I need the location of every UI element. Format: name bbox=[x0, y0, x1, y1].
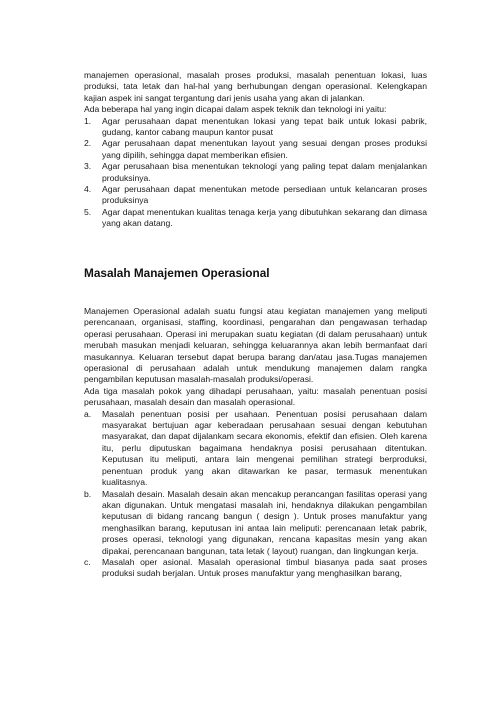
section-heading: Masalah Manajemen Operasional bbox=[84, 266, 270, 280]
section-paragraph-2: Ada tiga masalah pokok yang dihadapi perusahaan, yaitu: masalah penentuan posisi perusahaan, masalah desain dan masalah operasional. bbox=[84, 385, 427, 408]
list-item bbox=[84, 116, 427, 139]
list-item-text: Agar perusahaan dapat menentukan metode persediaan untuk kelancaran proses produksinya bbox=[102, 184, 427, 206]
list-item-text: Agar perusahaan dapat menentukan layout yang sesuai dengan proses produksi yang dipilih, sehingga dapat memberikan efisien. bbox=[102, 138, 427, 160]
intro-section bbox=[84, 70, 427, 230]
list-item bbox=[84, 138, 427, 161]
list-item bbox=[84, 184, 427, 207]
objectives-list bbox=[84, 116, 427, 230]
list-item bbox=[84, 557, 427, 580]
list-marker: c. bbox=[84, 556, 91, 567]
list-item-text: Masalah oper asional. Masalah operasional timbul biasanya pada saat proses produksi sudah berjalan. Untuk proses manufaktur yang menghasilkan barang, bbox=[102, 556, 427, 579]
list-item-text: Masalah penentuan posisi per usahaan. Penentuan posisi perusahaan dalam masyarakat bertujuan agar keberadaan perusahaan sesuai dengan kebutuhan masyarakat, dan dapat dijalankam secara ekonomis, efektif dan efisien. Oleh karena itu, perlu diputuskan bagaimana hendaknya posisi perusahaan ditentukan. Keputusan itu meliputi, antara lain mengenai pemilihan strategi berproduksi, penentuan produk yang akan ditawarkan ke pasar, termasuk menentukan kualitasnya. bbox=[102, 408, 427, 488]
list-item bbox=[84, 409, 427, 489]
section-body bbox=[84, 306, 427, 580]
section-paragraph-1: Manajemen Operasional adalah suatu fungsi atau kegiatan manajemen yang meliputi perencanaan, organisasi, staffing, koordinasi, pengarahan dan pengawasan terhadap operasi perusahaan. Operasi ini merupakan suatu kegiatan (di dalam perusahaan) untuk merubah masukan menjadi keluaran, sehingga keluarannya akan lebih bermanfaat dari masukannya. Keluaran tersebut dapat berupa barang dan/atau jasa.Tugas manajemen operasional di perusahaan adalah untuk mendukung manajemen dalam rangka pengambilan keputusan masalah-masalah produksi/operasi. bbox=[84, 306, 427, 385]
list-item-text: Agar dapat menentukan kualitas tenaga kerja yang dibutuhkan sekarang dan dimasa yang akan datang. bbox=[102, 206, 427, 229]
list-item-text: Masalah desain. Masalah desain akan mencakup perancangan fasilitas operasi yang akan digunakan. Untuk mengatasi masalah ini, hendaknya dilakukan pengambilan keputusan di bidang rancang bangun ( design ). Untuk proses manufaktur yang menghasilkan barang, keputusan ini antaa lain meliputi: perencanaan letak pabrik, proses operasi, teknologi yang digunakan, rencana kapasitas mesin yang akan dipakai, perencanaan bangunan, tata letak ( layout) ruangan, dan lingkungan kerja. bbox=[102, 488, 427, 556]
list-marker: 4. bbox=[84, 184, 92, 195]
problems-list bbox=[84, 409, 427, 580]
list-marker: 5. bbox=[84, 206, 92, 217]
list-item-text: Agar perusahaan bisa menentukan teknologi yang paling tepat dalam menjalankan produksinya. bbox=[102, 161, 427, 183]
list-marker: 3. bbox=[84, 161, 92, 172]
list-item-text: Agar perusahaan dapat menentukan lokasi yang tepat baik untuk lokasi pabrik, gudang, kantor cabang maupun kantor pusat bbox=[102, 115, 427, 138]
list-marker: b. bbox=[84, 488, 92, 499]
list-item bbox=[84, 161, 427, 184]
list-item bbox=[84, 489, 427, 557]
list-lead: Ada beberapa hal yang ingin dicapai dalam aspek teknik dan teknologi ini yaitu: bbox=[84, 104, 387, 115]
list-marker: a. bbox=[84, 408, 92, 419]
list-marker: 2. bbox=[84, 138, 92, 149]
intro-paragraph: manajemen operasional, masalah proses produksi, masalah penentuan lokasi, luas produksi, tata letak dan hal-hal yang berhubungan dengan operasional. Kelengkapan kajian aspek ini sangat tergantung dari jenis usaha yang akan di jalankan. bbox=[84, 70, 427, 103]
list-item bbox=[84, 207, 427, 230]
list-marker: 1. bbox=[84, 115, 92, 126]
